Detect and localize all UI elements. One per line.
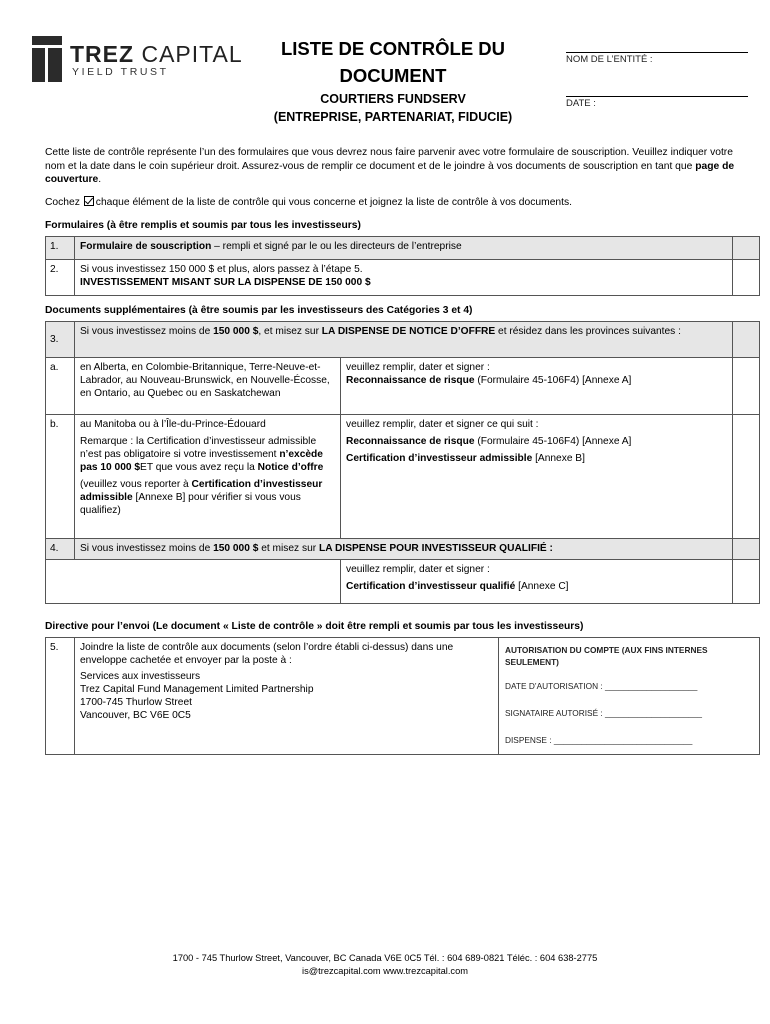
forms-table xyxy=(45,236,760,296)
exemption-field[interactable]: DISPENSE : ______________________________ xyxy=(505,735,693,746)
table-row: veuillez remplir, dater et signer : Certification d’investisseur qualifié [Annexe C] xyxy=(46,560,760,604)
section-additional-heading: Documents supplémentaires (à être soumis par les investisseurs des Catégories 3 et 4) xyxy=(45,305,473,316)
table-row: 1. Formulaire de souscription – rempli et signé par le ou les directeurs de l’entreprise xyxy=(46,237,760,260)
check-instruction: Cochez chaque élément de la liste de contrôle qui vous concerne et joignez la liste de contrôle à vos documents. xyxy=(45,197,573,208)
check-box-b[interactable] xyxy=(733,415,760,539)
trez-capital-logo xyxy=(32,36,243,84)
checkbox-icon xyxy=(84,196,94,206)
footer: 1700 - 745 Thurlow Street, Vancouver, BC Canada V6E 0C5 Tél. : 604 689-0821 Téléc. : 604 638-2775 is@trezcapital.com www.trezcapital.com xyxy=(172,953,598,977)
section-forms-heading: Formulaires (à être remplis et soumis par tous les investisseurs) xyxy=(45,220,361,231)
document-title: LISTE DE CONTRÔLE DU DOCUMENT xyxy=(280,38,506,86)
date-field[interactable]: DATE : xyxy=(566,96,748,110)
entity-name-field[interactable]: NOM DE L’ENTITÉ : xyxy=(566,52,748,66)
intro-paragraph: Cette liste de contrôle représente l’un des formulaires que vous devrez nous faire parvenir avec votre formulaire de souscription. Veuillez indiquer votre nom et la date dans le coin supérieur droit. Assurez-vous de remplir ce document et de le joindre à vos documents de souscription en tant que page de couverture. xyxy=(45,147,735,186)
check-box-3[interactable] xyxy=(733,322,760,358)
table-row: 3. Si vous investissez moins de 150 000 $, et misez sur LA DISPENSE DE NOTICE D’OFFRE et résidez dans les provinces suivantes : xyxy=(46,322,760,358)
table-row: 4. Si vous investissez moins de 150 000 $ et misez sur LA DISPENSE POUR INVESTISSEUR QUALIFIÉ : xyxy=(46,539,760,560)
table-row: 2. Si vous investissez 150 000 $ et plus, alors passez à l’étape 5. INVESTISSEMENT MISANT SUR LA DISPENSE DE 150 000 $ xyxy=(46,260,760,296)
authorization-date-field[interactable]: DATE D’AUTORISATION : ____________________ xyxy=(505,681,698,692)
account-authorization-box: AUTORISATION DU COMPTE (AUX FINS INTERNES SEULEMENT) DATE D’AUTORISATION : ____________________ SIGNATAIRE AUTORISÉ : _____________________ DISPENSE : ______________________________ xyxy=(499,638,760,755)
check-box-1[interactable] xyxy=(733,237,760,260)
check-box-a[interactable] xyxy=(733,358,760,415)
table-row: b. au Manitoba ou à l’Île-du-Prince-Édouard Remarque : la Certification d’investisseur admissible n’est pas obligatoire si votre investissement n’excède pas 10 000 $ET que vous avez reçu la Notice d’offre (veuillez vous reporter à Certification d’investisseur admissible [Annexe B] pour vérifier si vous vous qualifiez) veuillez remplir, dater et signer ce qui suit : Reconnaissance de risque (Formulaire 45-106F4) [Annexe A] Certification d’investisseur admissible [Annexe B] xyxy=(46,415,760,539)
logo-tagline: YIELD TRUST xyxy=(72,66,169,78)
sending-table xyxy=(45,637,760,755)
additional-docs-table xyxy=(45,321,760,604)
check-box-2[interactable] xyxy=(733,260,760,296)
logo-mark-icon xyxy=(32,36,62,82)
section-sending-heading: Directive pour l’envoi (Le document « Liste de contrôle » doit être rempli et soumis par tous les investisseurs) xyxy=(45,621,584,632)
logo-name: TREZ CAPITAL xyxy=(70,41,243,67)
table-row: a. en Alberta, en Colombie-Britannique, Terre-Neuve-et-Labrador, au Nouveau-Brunswick, en Nouvelle-Écosse, en Ontario, au Quebec ou en Saskatchewan veuillez remplir, dater et signer : Reconnaissance de risque (Formulaire 45-106F4) [Annexe A] xyxy=(46,358,760,415)
authorized-signer-field[interactable]: SIGNATAIRE AUTORISÉ : _____________________ xyxy=(505,708,702,719)
document-subtitle: COURTIERS FUNDSERV (ENTREPRISE, PARTENARIAT, FIDUCIE) xyxy=(273,92,513,125)
check-box-4[interactable] xyxy=(733,560,760,604)
table-row: 5. Joindre la liste de contrôle aux documents (selon l’ordre établi ci-dessus) dans une enveloppe cachetée et envoyer par la poste à : Services aux investisseurs Trez Capital Fund Management Limited Partnership 1700-745 Thurlow Street Vancouver, BC V6E 0C5 AUTORISATION DU COMPTE (AUX FINS INTERNES SEULEMENT) DATE D’AUTORISATION : ____________________ SIGNATAIRE AUTORISÉ : _____________________ DISPENSE : ______________________________ xyxy=(46,638,760,755)
